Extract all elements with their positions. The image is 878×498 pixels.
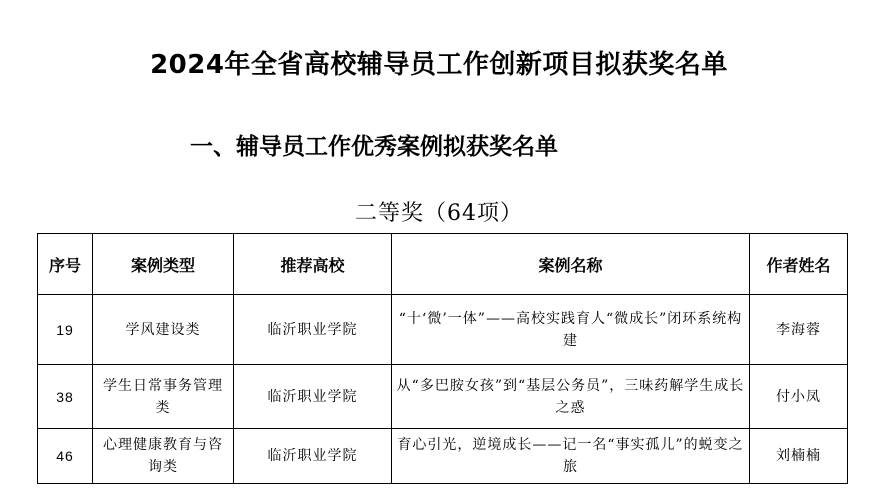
row-school: 临沂职业学院 (234, 295, 392, 365)
table-row (38, 295, 848, 365)
row-school: 临沂职业学院 (234, 365, 392, 429)
header-author: 作者姓名 (750, 234, 848, 295)
table-header-row (38, 234, 848, 295)
header-case-type: 案例类型 (93, 234, 234, 295)
row-school: 临沂职业学院 (234, 429, 392, 484)
row-case-type: 心理健康教育与咨询类 (93, 429, 234, 484)
row-author: 刘楠楠 (750, 429, 848, 484)
header-number: 序号 (38, 234, 93, 295)
row-case-name: “十‘微’一体”——高校实践育人“微成长”闭环系统构建 (392, 295, 750, 365)
row-number: 46 (38, 429, 93, 484)
row-author: 李海蓉 (750, 295, 848, 365)
header-case-name: 案例名称 (392, 234, 750, 295)
section-heading: 一、辅导员工作优秀案例拟获奖名单 (190, 134, 558, 160)
row-case-type: 学风建设类 (93, 295, 234, 365)
row-number: 38 (38, 365, 93, 429)
row-number: 19 (38, 295, 93, 365)
award-table (37, 233, 848, 484)
award-level-heading: 二等奖（64项） (355, 201, 523, 226)
row-case-type: 学生日常事务管理类 (93, 365, 234, 429)
table-row (38, 365, 848, 429)
document-title: 2024年全省高校辅导员工作创新项目拟获奖名单 (150, 50, 728, 80)
header-school: 推荐高校 (234, 234, 392, 295)
row-case-name: 育心引光，逆境成长——记一名“事实孤儿”的蜕变之旅 (392, 429, 750, 484)
row-author: 付小凤 (750, 365, 848, 429)
table-row (38, 429, 848, 484)
row-case-name: 从“多巴胺女孩”到“基层公务员”，三味药解学生成长之惑 (392, 365, 750, 429)
